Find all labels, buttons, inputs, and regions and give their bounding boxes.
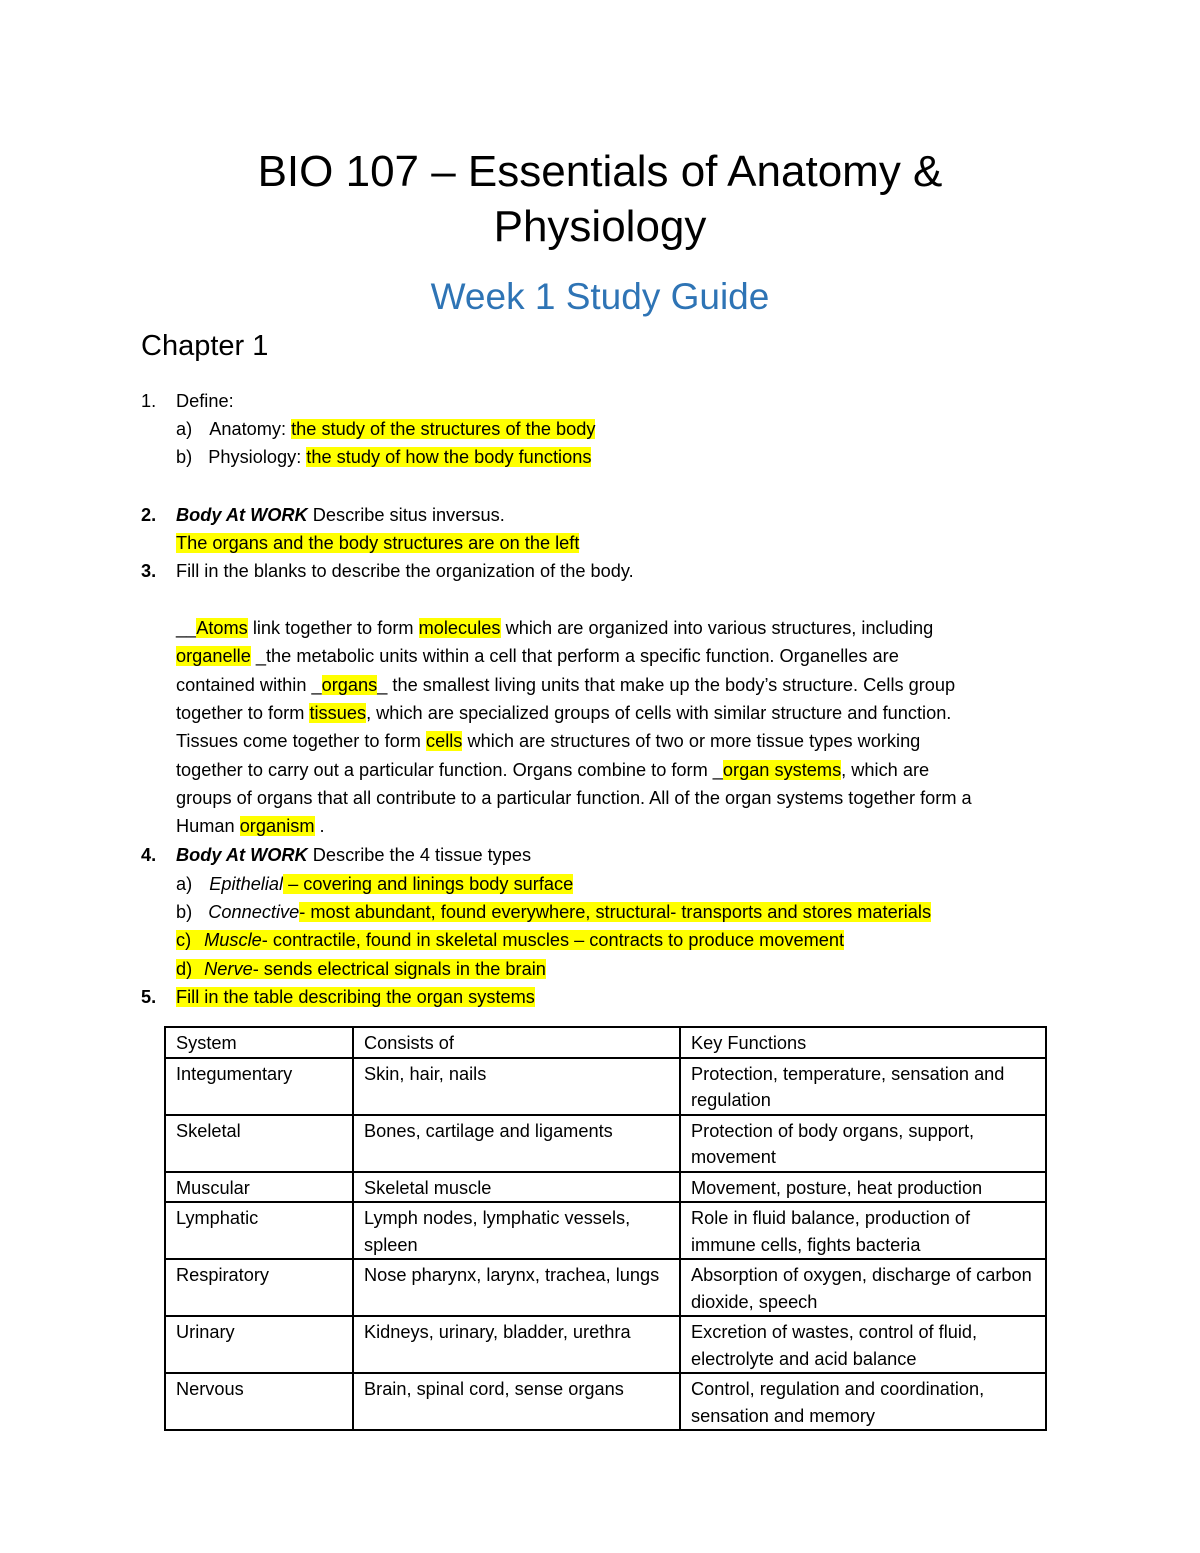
- table-cell-consists: Kidneys, urinary, bladder, urethra: [353, 1316, 680, 1373]
- q3-paragraph-line4: [176, 699, 951, 727]
- q4-question: Describe the 4 tissue types: [307, 845, 532, 865]
- q3-l5-tail: which are structures of two or more tissue types working: [462, 731, 921, 751]
- q1-b-label: b): [176, 447, 193, 467]
- q3-blank-organism: organism: [239, 816, 315, 836]
- q3-blank-organs: organs: [321, 675, 378, 695]
- table-cell-system: Integumentary: [165, 1058, 353, 1115]
- table-row: [165, 1058, 1046, 1115]
- q4-b-answer: - most abundant, found everywhere, structural- transports and stores materials: [299, 902, 932, 922]
- q2-number: 2.: [141, 505, 157, 525]
- q3-paragraph-line2: [176, 642, 899, 670]
- table-cell-functions: Absorption of oxygen, discharge of carbon dioxide, speech: [680, 1259, 1046, 1316]
- q3-l4-lead: together to form: [176, 703, 310, 723]
- table-cell-system: Respiratory: [165, 1259, 353, 1316]
- q3-text: Fill in the blanks to describe the organization of the body.: [176, 561, 634, 581]
- q4-d-answer: - sends electrical signals in the brain: [252, 959, 546, 979]
- q1-a-term: Anatomy:: [209, 419, 292, 439]
- q4-c-term: Muscle: [204, 930, 262, 950]
- q5-number: 5.: [141, 987, 157, 1007]
- table-header-row: [165, 1027, 1046, 1058]
- organ-systems-table: [164, 1026, 1047, 1431]
- page-subtitle: Week 1 Study Guide: [430, 276, 770, 317]
- q1-b-answer: the study of how the body functions: [306, 447, 592, 467]
- q3-paragraph-line5: [176, 727, 920, 755]
- q3-blank-tissues: tissues: [309, 703, 367, 723]
- q4-a-label: a): [176, 874, 193, 894]
- q4-item-a: [176, 870, 573, 898]
- table-cell-consists: Skeletal muscle: [353, 1172, 680, 1203]
- table-cell-consists: Brain, spinal cord, sense organs: [353, 1373, 680, 1430]
- page-title-line1: BIO 107 – Essentials of Anatomy &: [257, 147, 943, 196]
- table-cell-consists: Bones, cartilage and ligaments: [353, 1115, 680, 1172]
- q4-d-label: d): [176, 959, 193, 979]
- table-cell-system: Urinary: [165, 1316, 353, 1373]
- q2-lead: Body At WORK: [176, 505, 308, 525]
- q2-answer: The organs and the body structures are on the left: [176, 533, 580, 553]
- table-cell-system: Lymphatic: [165, 1202, 353, 1259]
- q1-text: Define:: [176, 391, 234, 411]
- q3-l1-lead: __: [176, 618, 197, 638]
- q4-item-d: [176, 955, 546, 983]
- table-cell-consists: Lymph nodes, lymphatic vessels, spleen: [353, 1202, 680, 1259]
- page-title-line2: Physiology: [493, 202, 707, 251]
- q3-l8-tail: .: [314, 816, 325, 836]
- q3-l6-lead: together to carry out a particular function. Organs combine to form _: [176, 760, 723, 780]
- table-header-cell: Key Functions: [680, 1027, 1046, 1058]
- q3-paragraph-line1: [176, 614, 933, 642]
- q1-a-label: a): [176, 419, 193, 439]
- table-row: [165, 1202, 1046, 1259]
- q2-answer-line: [176, 529, 579, 557]
- table-row: [165, 1373, 1046, 1430]
- q3-paragraph-line7: groups of organs that all contribute to a particular function. All of the organ systems together form a: [176, 788, 972, 808]
- q1-b-term: Physiology:: [208, 447, 307, 467]
- q3-l4-tail: , which are specialized groups of cells with similar structure and function.: [366, 703, 952, 723]
- table-cell-consists: Nose pharynx, larynx, trachea, lungs: [353, 1259, 680, 1316]
- q3-paragraph-line8: [176, 812, 325, 840]
- q3-number: 3.: [141, 561, 157, 581]
- q2-question: Describe situs inversus.: [307, 505, 505, 525]
- q4-item-b: [176, 898, 931, 926]
- q3-blank-molecules: molecules: [418, 618, 501, 638]
- q4-lead: Body At WORK: [176, 845, 308, 865]
- q4-d-term: Nerve: [204, 959, 253, 979]
- q4-text: [176, 841, 531, 869]
- q3-l3-lead: contained within _: [176, 675, 322, 695]
- q4-c-answer: - contractile, found in skeletal muscles – contracts to produce movement: [261, 930, 845, 950]
- q4-b-term: Connective: [208, 902, 300, 922]
- table-cell-functions: Protection, temperature, sensation and regulation: [680, 1058, 1046, 1115]
- q4-b-label: b): [176, 902, 193, 922]
- q4-a-term: Epithelial: [209, 874, 284, 894]
- q3-l2-tail: _the metabolic units within a cell that perform a specific function. Organelles are: [250, 646, 899, 666]
- q4-item-c: [176, 926, 844, 954]
- table-row: [165, 1259, 1046, 1316]
- q3-l1-mid: link together to form: [247, 618, 419, 638]
- q3-l1-tail: which are organized into various structures, including: [500, 618, 934, 638]
- q3-l5-lead: Tissues come together to form: [176, 731, 427, 751]
- table-row: [165, 1172, 1046, 1203]
- q1-number: 1.: [141, 391, 157, 411]
- table-cell-functions: Role in fluid balance, production of immune cells, fights bacteria: [680, 1202, 1046, 1259]
- table-cell-functions: Movement, posture, heat production: [680, 1172, 1046, 1203]
- table-cell-functions: Protection of body organs, support, movement: [680, 1115, 1046, 1172]
- q1-item-a: [176, 415, 595, 443]
- q4-number: 4.: [141, 845, 157, 865]
- table-cell-functions: Control, regulation and coordination, sensation and memory: [680, 1373, 1046, 1430]
- table-row: [165, 1115, 1046, 1172]
- chapter-heading: Chapter 1: [141, 330, 269, 362]
- q2-text: [176, 501, 505, 529]
- q3-paragraph-line3: [176, 671, 955, 699]
- q3-paragraph-line6: [176, 756, 929, 784]
- table-header-cell: Consists of: [353, 1027, 680, 1058]
- q1-item-b: [176, 443, 591, 471]
- q3-blank-organ-systems: organ systems: [722, 760, 842, 780]
- q5-text: Fill in the table describing the organ systems: [176, 987, 535, 1007]
- q3-l3-tail: _ the smallest living units that make up the body’s structure. Cells group: [377, 675, 956, 695]
- q4-a-answer: – covering and linings body surface: [283, 874, 574, 894]
- q3-blank-atoms: Atoms: [196, 618, 248, 638]
- q3-blank-organelle: organelle: [176, 646, 251, 666]
- table-cell-consists: Skin, hair, nails: [353, 1058, 680, 1115]
- q5-text-line: [176, 983, 535, 1011]
- table-cell-functions: Excretion of wastes, control of fluid, electrolyte and acid balance: [680, 1316, 1046, 1373]
- table-cell-system: Muscular: [165, 1172, 353, 1203]
- table-row: [165, 1316, 1046, 1373]
- q3-l8-lead: Human: [176, 816, 240, 836]
- q3-blank-cells: cells: [426, 731, 463, 751]
- table-cell-system: Nervous: [165, 1373, 353, 1430]
- q4-c-label: c): [176, 930, 192, 950]
- table-cell-system: Skeletal: [165, 1115, 353, 1172]
- q1-a-answer: the study of the structures of the body: [291, 419, 596, 439]
- q3-l6-tail: , which are: [841, 760, 930, 780]
- table-header-cell: System: [165, 1027, 353, 1058]
